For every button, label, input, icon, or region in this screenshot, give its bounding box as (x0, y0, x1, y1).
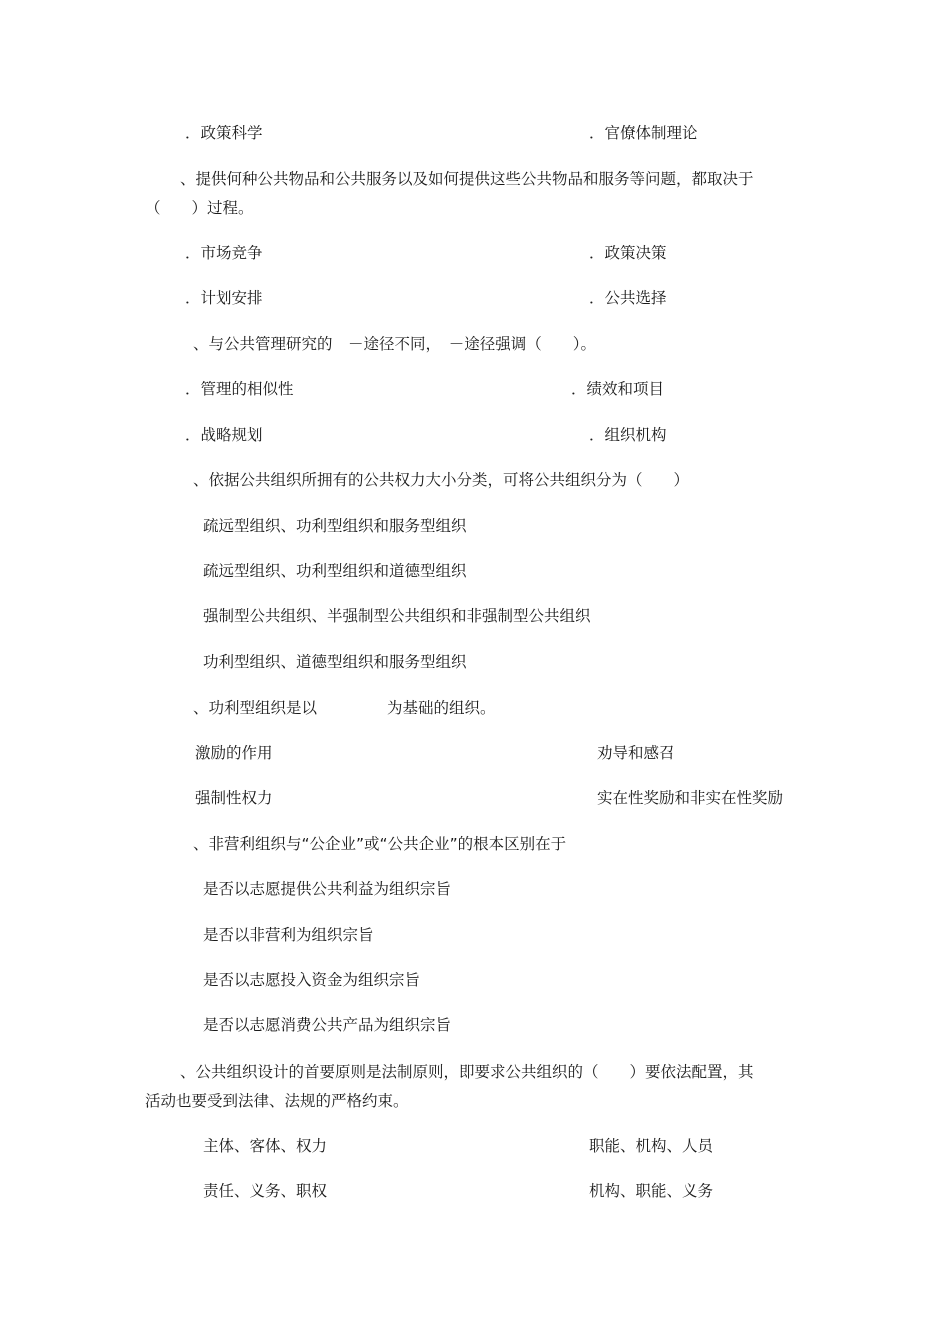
q5-option-a: 是否以志愿提供公共利益为组织宗旨 (203, 880, 452, 898)
q5-option-c: 是否以志愿投入资金为组织宗旨 (203, 971, 421, 989)
q6-stem-line1: 、公共组织设计的首要原则是法制原则，即要求公共组织的（ ）要依法配置，其 (180, 1063, 754, 1081)
q4-option-b: 劝导和感召 (597, 744, 675, 762)
q2-option-d: ．组织机构 (589, 426, 667, 444)
q6-option-c: 责任、义务、职权 (203, 1182, 328, 1200)
q1-option-c: ．计划安排 (185, 289, 263, 307)
q6-stem-line2: 活动也要受到法律、法规的严格约束。 (145, 1092, 409, 1110)
q6-option-b: 职能、机构、人员 (589, 1137, 714, 1155)
q0-option-b: ．官僚体制理论 (589, 124, 698, 142)
q6-option-a: 主体、客体、权力 (203, 1137, 328, 1155)
q2-option-a: ．管理的相似性 (185, 380, 294, 398)
q4-option-a: 激励的作用 (195, 744, 273, 762)
q4-option-c: 强制性权力 (195, 789, 273, 807)
q1-stem-line1: 、提供何种公共物品和公共服务以及如何提供这些公共物品和服务等问题，都取决于 (180, 170, 754, 188)
q3-option-d: 功利型组织、道德型组织和服务型组织 (203, 653, 467, 671)
q4-option-d: 实在性奖励和非实在性奖励 (597, 789, 784, 807)
q2-option-c: ．战略规划 (185, 426, 263, 444)
q3-option-b: 疏远型组织、功利型组织和道德型组织 (203, 562, 467, 580)
q6-option-d: 机构、职能、义务 (589, 1182, 714, 1200)
q2-option-b: ．绩效和项目 (571, 380, 665, 398)
q4-stem-start: 、功利型组织是以 (193, 699, 318, 717)
q3-stem: 、依据公共组织所拥有的公共权力大小分类，可将公共组织分为（ ） (193, 471, 690, 489)
q1-stem-line2: （ ）过程。 (145, 199, 254, 217)
q1-option-d: ．公共选择 (589, 289, 667, 307)
q1-option-b: ．政策决策 (589, 244, 667, 262)
q2-stem: 、与公共管理研究的 －途径不同， －途径强调（ ）。 (193, 335, 597, 353)
q3-option-a: 疏远型组织、功利型组织和服务型组织 (203, 517, 467, 535)
q1-option-a: ．市场竞争 (185, 244, 263, 262)
q0-option-a: ．政策科学 (185, 124, 263, 142)
q5-option-b: 是否以非营利为组织宗旨 (203, 926, 374, 944)
q5-option-d: 是否以志愿消费公共产品为组织宗旨 (203, 1016, 452, 1034)
q5-stem: 、非营利组织与“公企业”或“公共企业”的根本区别在于 (193, 835, 567, 853)
q3-option-c: 强制型公共组织、半强制型公共组织和非强制型公共组织 (203, 607, 591, 625)
q4-stem-end: 为基础的组织。 (387, 699, 496, 717)
